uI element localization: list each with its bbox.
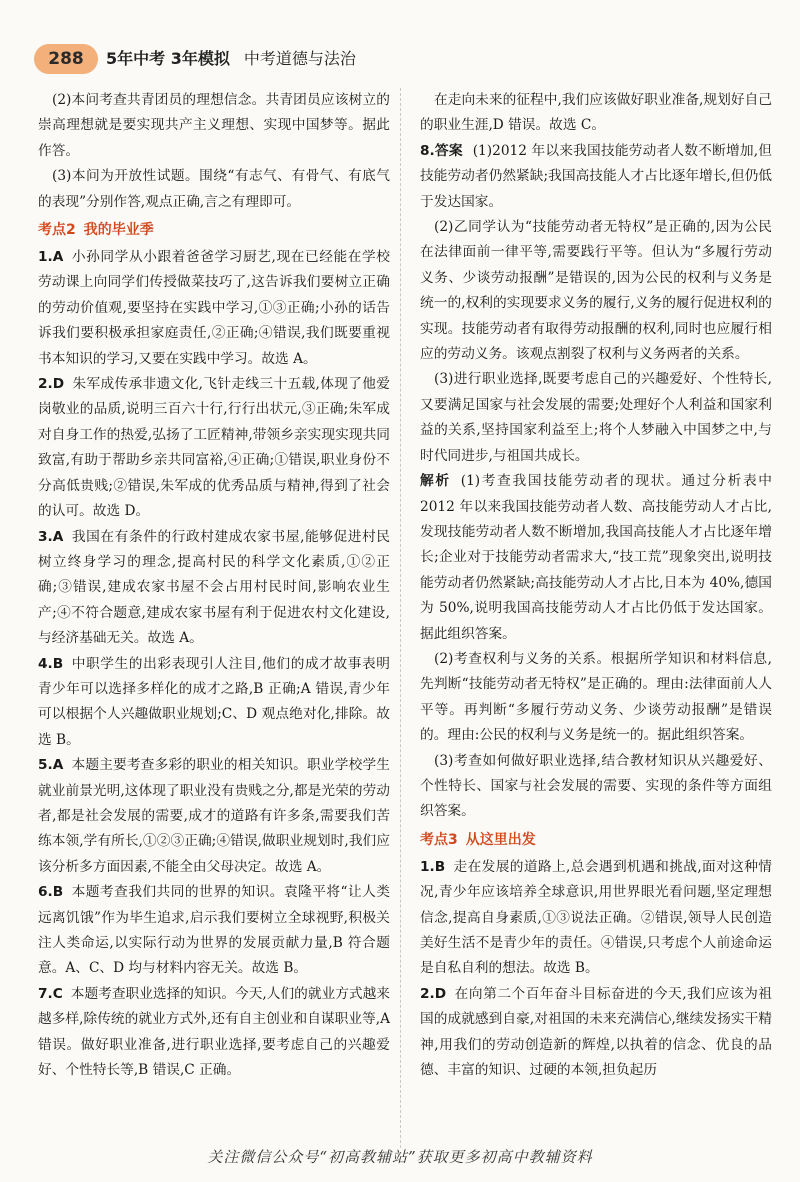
- item-text: 小孙同学从小跟着爸爸学习厨艺,现在已经能在学校劳动课上向同学们传授做菜技巧了,这告诉我们要树立正确的劳动价值观,要坚持在实践中学习,①③正确;小孙的话告诉我们要积极承担家庭责任,②正确;④错误,我们既要重视书本知识的学习,又要在实践中学习。故选 A。: [38, 249, 390, 367]
- book-title: [106, 46, 356, 72]
- section-name: 我的毕业季: [83, 222, 154, 239]
- book-subject: 中考道德与法治: [243, 49, 356, 68]
- answer-item: [38, 652, 390, 754]
- item-text: 在向第二个百年奋斗目标奋进的今天,我们应该为祖国的成就感到自豪,对祖国的未来充满信心,继续发扬实干精神,用我们的劳动创造新的辉煌,以执着的信念、优良的品德、丰富的知识、过硬的本领,担负起历: [420, 985, 772, 1079]
- item-number: 7.C: [38, 985, 63, 1002]
- section-label: 考点2: [38, 222, 76, 239]
- analysis-block: [420, 469, 772, 647]
- answer-part-3: (3)进行职业选择,既要考虑自己的兴趣爱好、个性特长,又要满足国家与社会发展的需要;处理好个人利益和国家利益的关系,坚持国家利益至上;将个人梦融入中国梦之中,与时代同进步,与祖国共成长。: [420, 371, 772, 464]
- answer-label: 答案: [434, 142, 463, 159]
- question-8-answer: [420, 139, 772, 215]
- item-number: 1.B: [420, 858, 446, 875]
- left-column: [38, 88, 390, 1083]
- section-heading-3: [420, 827, 772, 853]
- right-column: [420, 88, 772, 1083]
- analysis-part-1: (1)考查我国技能劳动者的现状。通过分析表中 2012 年以来我国技能劳动者人数、高技能劳动人才占比,发现技能劳动者人数不断增加,我国高技能人才占比逐年增长;企业对于技能劳动者需求大,“技工荒”现象突出,说明技能劳动者仍然紧缺;高技能劳动人才占比,日本为 40%,德国为 50%,说明我国高技能劳动人才占比仍低于发达国家。据此组织答案。: [420, 473, 772, 642]
- item-number: 2.D: [420, 985, 447, 1002]
- page-number-badge: 288: [34, 44, 98, 74]
- analysis-part-3: (3)考查如何做好职业选择,结合教材知识从兴趣爱好、个性特长、国家与社会发展的需要、实现的条件等方面组织答案。: [420, 752, 772, 820]
- answer-item: [38, 880, 390, 982]
- analysis-part-2: (2)考查权利与义务的关系。根据所学知识和材料信息,先判断“技能劳动者无特权”是正确的。理由:法律面前人人平等。再判断“多履行劳动义务、少谈劳动报酬”是错误的。理由:公民的权利与义务是统一的。据此组织答案。: [420, 650, 772, 744]
- answer-item: [38, 372, 390, 524]
- answer-item: [38, 982, 390, 1084]
- footer-watermark: 关注微信公众号“初高教辅站”获取更多初高中教辅资料: [207, 1148, 593, 1166]
- answer-part-1: (1)2012 年以来我国技能劳动者人数不断增加,但技能劳动者仍然紧缺;我国高技能人才占比逐年增长,但仍低于发达国家。: [420, 142, 772, 210]
- section-name: 从这里出发: [465, 831, 536, 848]
- page-header: [0, 0, 800, 82]
- analysis-label: 解析: [420, 473, 451, 490]
- book-brand: 5年中考 3年模拟: [106, 49, 230, 68]
- right-paragraph-continued: 在走向未来的征程中,我们应该做好职业准备,规划好自己的职业生涯,D 错误。故选 C。: [420, 92, 772, 134]
- item-text: 本题考查我们共同的世界的知识。袁隆平将“让人类远离饥饿”作为毕生追求,启示我们要树立全球视野,积极关注人类命运,以实际行动为世界的发展贡献力量,B 符合题意。A、C、D 均与材料内容无关。故选 B。: [38, 884, 390, 977]
- answer-item: [38, 753, 390, 880]
- item-number: 8.: [420, 142, 435, 159]
- item-text: 走在发展的道路上,总会遇到机遇和挑战,面对这种情况,青少年应该培养全球意识,用世界眼光看问题,坚定理想信念,提高自身素质,①③说法正确。②错误,领导人民创造美好生活不是青少年的责任。④错误,只考虑个人前途命运是自私自利的想法。故选 B。: [420, 858, 772, 977]
- item-text: 本题主要考查多彩的职业的相关知识。职业学校学生就业前景光明,这体现了职业没有贵贱之分,都是光荣的劳动者,都是社会发展的需要,成才的道路有许多条,需要我们苦练本领,学有所长,①②③正确;④错误,做职业规划时,我们应该分析多方面因素,不能全由父母决定。故选 A。: [38, 757, 390, 875]
- item-number: 6.B: [38, 884, 64, 901]
- item-text: 朱军成传承非遗文化,飞针走线三十五载,体现了他爱岗敬业的品质,说明三百六十行,行行出状元,③正确;朱军成对自身工作的热爱,弘扬了工匠精神,带领乡亲实现实现共同致富,有助于帮助乡亲共同富裕,④正确;①错误,职业身份不分高低贵贱;②错误,朱军成的优秀品质与精神,得到了社会的认可。故选 D。: [38, 376, 390, 520]
- answer-part-2: (2)乙同学认为“技能劳动者无特权”是正确的,因为公民在法律面前一律平等,需要践行平等。但认为“多履行劳动义务、少谈劳动报酬”是错误的,因为公民的权利与义务是统一的,权利的实现要求义务的履行,义务的履行促进权利的实现。技能劳动者有取得劳动报酬的权利,同时也应履行相应的劳动义务。该观点割裂了权利与义务两者的关系。: [420, 219, 772, 363]
- item-text: 中职学生的出彩表现引人注目,他们的成才故事表明青少年可以选择多样化的成才之路,B 正确;A 错误,青少年可以根据个人兴趣做职业规划;C、D 观点绝对化,排除。故选 B。: [38, 655, 390, 748]
- answer-item: [38, 245, 390, 372]
- item-text: 本题考查职业选择的知识。今天,人们的就业方式越来越多样,除传统的就业方式外,还有自主创业和自谋职业等,A 错误。做好职业准备,进行职业选择,要考虑自己的兴趣爱好、个性特长等,B 错误,C 正确。: [38, 985, 390, 1079]
- item-number: 2.D: [38, 376, 65, 393]
- item-number: 5.A: [38, 757, 64, 774]
- section-label: 考点3: [420, 831, 458, 848]
- column-divider: [400, 88, 401, 1148]
- section-heading-2: [38, 217, 390, 243]
- item-number: 3.A: [38, 528, 64, 545]
- item-text: 我国在有条件的行政村建成农家书屋,能够促进村民树立终身学习的理念,提高村民的科学文化素质,①②正确;③错误,建成农家书屋不会占用村民时间,影响农业生产;④不符合题意,建成农家书屋有利于促进农村文化建设,与经济基础无关。故选 A。: [38, 528, 390, 647]
- item-number: 1.A: [38, 249, 64, 266]
- answer-item: [420, 855, 772, 982]
- answer-item: [38, 525, 390, 652]
- left-paragraph-2: (3)本问为开放性试题。围绕“有志气、有骨气、有底气的表现”分别作答,观点正确,言之有理即可。: [38, 168, 390, 210]
- item-number: 4.B: [38, 655, 64, 672]
- left-paragraph-1: (2)本问考查共青团员的理想信念。共青团员应该树立的崇高理想就是要实现共产主义理想、实现中国梦等。据此作答。: [38, 92, 390, 159]
- answer-item: [420, 982, 772, 1084]
